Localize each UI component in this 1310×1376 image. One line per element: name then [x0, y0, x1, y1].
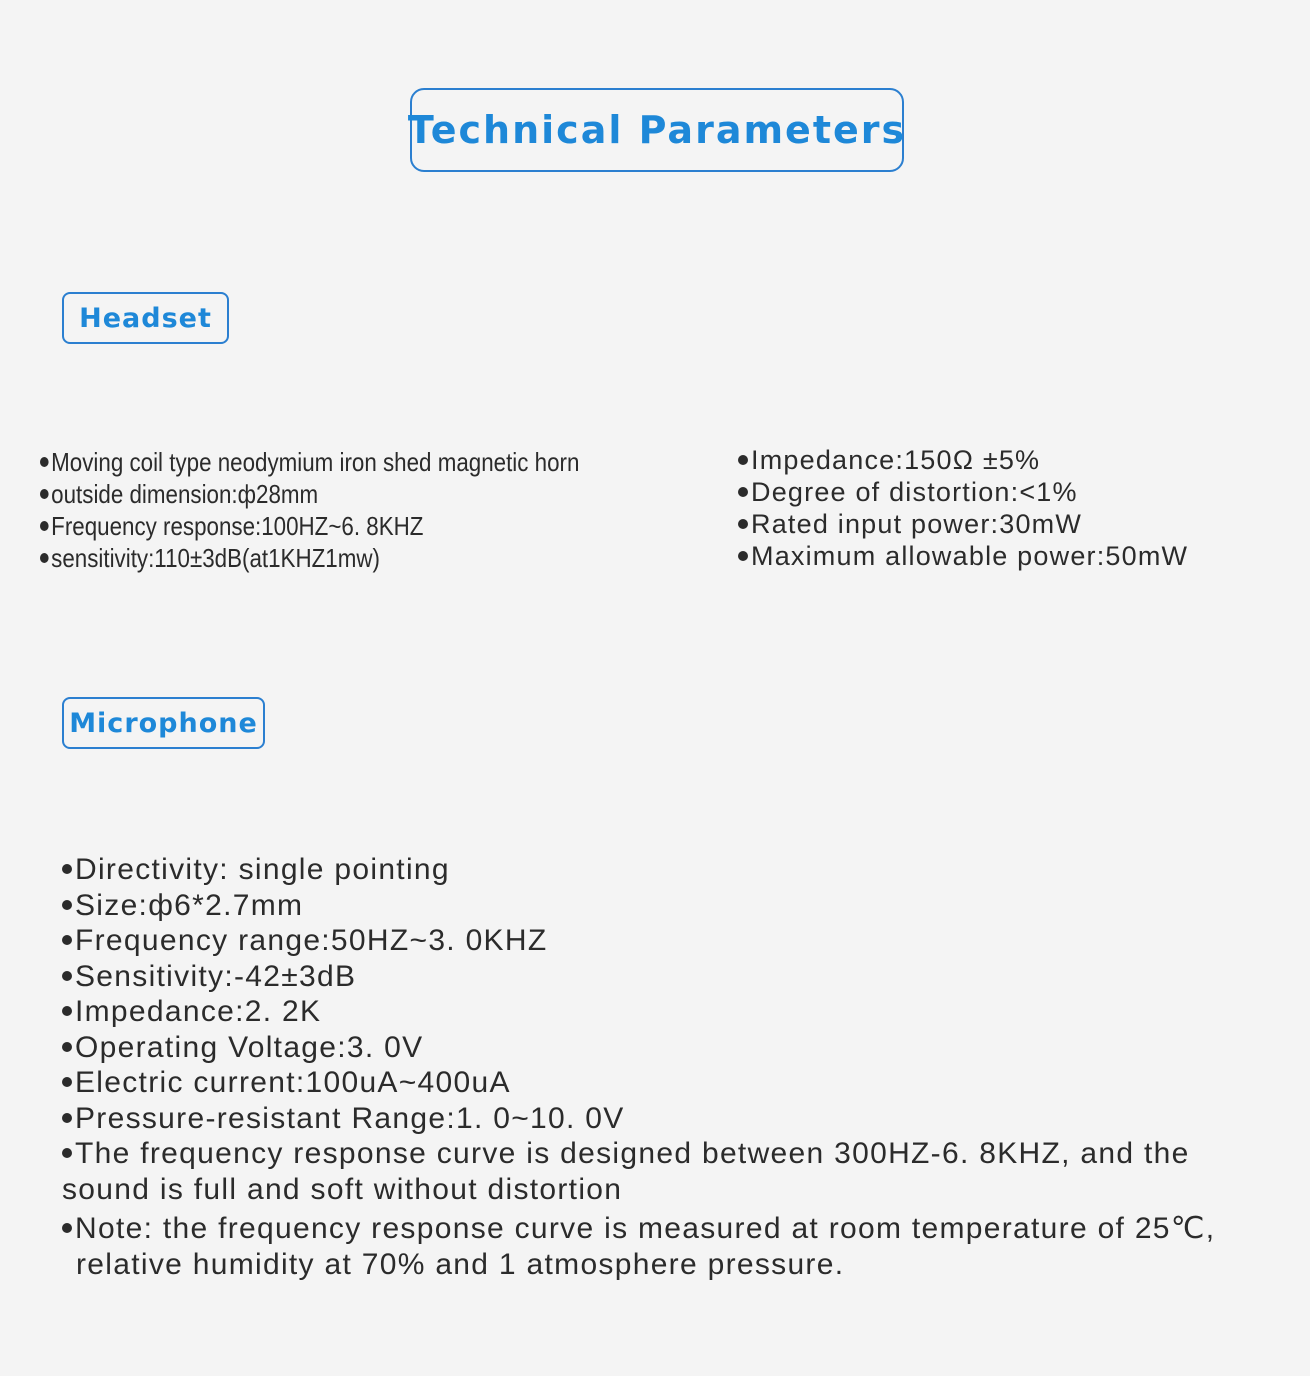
headset-heading: Headset [79, 302, 212, 334]
list-item: outside dimension:ф28mm [40, 478, 579, 510]
bullet-icon [738, 455, 748, 465]
list-item: Frequency range:50HZ~3. 0KHZ [62, 923, 1262, 959]
bullet-icon [62, 1113, 72, 1123]
headset-heading-box [62, 292, 229, 344]
bullet-icon [40, 489, 49, 499]
bullet-icon [62, 1223, 72, 1233]
bullet-icon [62, 1148, 72, 1158]
title-box [407, 88, 907, 172]
list-item: Electric current:100uA~400uA [62, 1065, 1262, 1101]
bullet-icon [62, 864, 72, 874]
bullet-icon [62, 900, 72, 910]
list-item: Moving coil type neodymium iron shed magnetic horn [40, 446, 579, 478]
bullet-icon [62, 1077, 72, 1087]
bullet-icon [738, 519, 748, 529]
list-item: Frequency response:100HZ~6. 8KHZ [40, 510, 579, 542]
list-item: sensitivity:110±3dB(at1KHZ1mw) [40, 542, 579, 574]
headset-specs-left [40, 446, 579, 574]
headset-specs-right [738, 444, 1188, 572]
note-item-continued: relative humidity at 70% and 1 atmosphere pressure. [76, 1247, 845, 1281]
list-item: Sensitivity:-42±3dB [62, 959, 1262, 995]
bullet-icon [40, 553, 49, 563]
list-item: Pressure-resistant Range:1. 0~10. 0V [62, 1101, 1262, 1137]
note-item: Note: the frequency response curve is measured at room temperature of 25℃, [62, 1211, 1262, 1247]
microphone-heading: Microphone [69, 707, 258, 739]
list-item: Size:ф6*2.7mm [62, 888, 1262, 924]
bullet-icon [40, 457, 49, 467]
list-item: The frequency response curve is designed between 300HZ-6. 8KHZ, and the sound is full and soft without distortion [62, 1137, 1190, 1206]
bullet-icon [40, 521, 49, 531]
bullet-icon [62, 935, 72, 945]
list-item: Rated input power:30mW [738, 508, 1188, 540]
list-item: Impedance:150Ω ±5% [738, 444, 1188, 476]
list-item: Degree of distortion:<1% [738, 476, 1188, 508]
list-item: Maximum allowable power:50mW [738, 540, 1188, 572]
bullet-icon [62, 971, 72, 981]
list-item: Impedance:2. 2K [62, 994, 1262, 1030]
list-item: Directivity: single pointing [62, 852, 1262, 888]
microphone-specs [62, 852, 1262, 1282]
bullet-icon [738, 551, 748, 561]
bullet-icon [62, 1042, 72, 1052]
bullet-icon [62, 1006, 72, 1016]
list-item: Operating Voltage:3. 0V [62, 1030, 1262, 1066]
page-title: Technical Parameters [407, 108, 907, 152]
bullet-icon [738, 487, 748, 497]
microphone-heading-box [62, 697, 265, 749]
